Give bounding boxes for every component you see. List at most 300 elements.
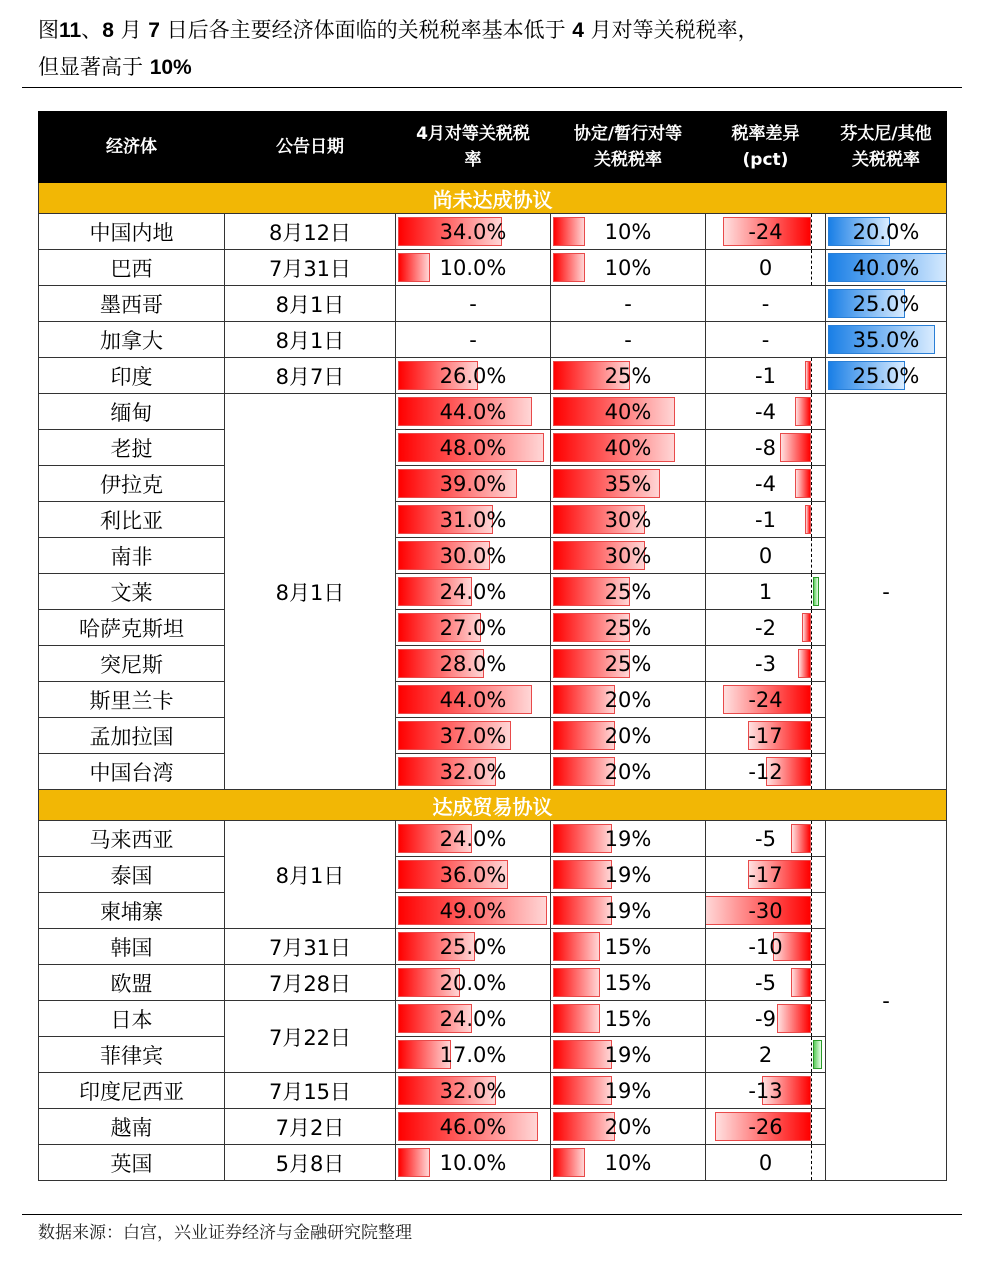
economy-cell: [39, 1145, 225, 1181]
header-cell: [826, 112, 947, 183]
april-rate-cell: [396, 214, 551, 250]
table-row: [39, 286, 947, 322]
deal-rate-cell: [551, 1109, 706, 1145]
april-rate-cell: [396, 394, 551, 430]
diff-axis: [811, 214, 812, 249]
diff-cell-text: -17: [748, 862, 783, 887]
april-rate-cell-text: 30.0%: [439, 543, 507, 568]
economy-cell: [39, 286, 225, 322]
header-line: 关税税率: [852, 150, 920, 170]
date-cell: [225, 1073, 396, 1109]
april-rate-cell: [396, 893, 551, 929]
diff-cell-text: -: [761, 327, 770, 352]
diff-cell-text: -24: [748, 687, 783, 712]
date-cell-text: 8月1日: [275, 328, 345, 353]
other-rate-cell: [826, 394, 947, 790]
diff-axis: [811, 682, 812, 717]
header-line: 关税税率: [594, 150, 662, 170]
economy-cell-text: 加拿大: [100, 328, 163, 353]
diff-cell-text: 2: [758, 1042, 773, 1067]
diff-cell-text: -: [761, 291, 770, 316]
table-row: [39, 1109, 947, 1145]
diff-axis: [811, 466, 812, 501]
date-cell: [225, 1109, 396, 1145]
deal-rate-cell-text: 25%: [604, 615, 652, 640]
april-rate-cell-text: 24.0%: [439, 1006, 507, 1031]
diff-cell-text: 0: [758, 1150, 773, 1175]
diff-cell-text: -12: [748, 759, 783, 784]
deal-rate-cell-bar: [553, 1076, 612, 1105]
date-cell-text: 7月31日: [268, 256, 352, 281]
economy-cell-text: 英国: [110, 1151, 153, 1176]
table-row: [39, 502, 947, 538]
april-rate-cell: [396, 574, 551, 610]
deal-rate-cell-text: 10%: [604, 219, 652, 244]
economy-cell-text: 越南: [110, 1115, 153, 1140]
deal-rate-cell-text: -: [624, 291, 632, 316]
deal-rate-cell: [551, 1073, 706, 1109]
april-rate-cell-text: 10.0%: [439, 1150, 507, 1175]
date-cell: [225, 821, 396, 929]
diff-axis: [811, 502, 812, 537]
april-rate-cell: [396, 250, 551, 286]
table-row: [39, 610, 947, 646]
other-rate-cell-text: 35.0%: [852, 327, 920, 352]
diff-axis: [811, 965, 812, 1000]
diff-cell: [706, 610, 826, 646]
table-row: [39, 1145, 947, 1181]
header-cell: [396, 112, 551, 183]
economy-cell: [39, 250, 225, 286]
table-row: [39, 929, 947, 965]
economy-cell-text: 伊拉克: [100, 472, 163, 497]
deal-rate-cell-text: 10%: [604, 1150, 652, 1175]
april-rate-cell: [396, 1037, 551, 1073]
april-rate-cell: [396, 1001, 551, 1037]
april-rate-cell: [396, 821, 551, 857]
table-row: [39, 682, 947, 718]
date-cell: [225, 929, 396, 965]
april-rate-cell-text: 27.0%: [439, 615, 507, 640]
deal-rate-cell-bar: [553, 896, 612, 925]
deal-rate-cell: [551, 929, 706, 965]
table-row: [39, 466, 947, 502]
april-rate-cell-text: 32.0%: [439, 759, 507, 784]
table-row: [39, 821, 947, 857]
other-rate-cell-text: -: [882, 579, 890, 604]
diff-bar-positive: [813, 577, 819, 606]
header-cell: [551, 112, 706, 183]
date-cell: [225, 286, 396, 322]
economy-cell-text: 菲律宾: [100, 1043, 163, 1068]
table-row: [39, 430, 947, 466]
diff-cell: [706, 929, 826, 965]
date-cell: [225, 965, 396, 1001]
april-rate-cell: [396, 322, 551, 358]
april-rate-cell: [396, 1109, 551, 1145]
title-line-1: 图11、8 月 7 日后各主要经济体面临的关税税率基本低于 4 月对等关税税率，: [38, 18, 759, 42]
other-rate-cell-text: 25.0%: [852, 363, 920, 388]
diff-cell-text: -30: [748, 898, 783, 923]
table-row: [39, 394, 947, 430]
diff-cell-text: -10: [748, 934, 783, 959]
deal-rate-cell-bar: [553, 217, 585, 246]
diff-bar-negative: [802, 613, 811, 642]
top-rule: [22, 87, 962, 88]
april-rate-cell: [396, 1145, 551, 1181]
deal-rate-cell-text: 15%: [604, 934, 652, 959]
deal-rate-cell-bar: [553, 1004, 600, 1033]
date-cell: [225, 394, 396, 790]
economy-cell: [39, 754, 225, 790]
diff-cell: [706, 466, 826, 502]
economy-cell: [39, 1109, 225, 1145]
april-rate-cell-text: 28.0%: [439, 651, 507, 676]
economy-cell: [39, 394, 225, 430]
diff-axis: [811, 821, 812, 856]
economy-cell: [39, 857, 225, 893]
diff-axis: [811, 929, 812, 964]
deal-rate-cell: [551, 1001, 706, 1037]
deal-rate-cell: [551, 1145, 706, 1181]
diff-cell: [706, 574, 826, 610]
date-cell-text: 8月7日: [275, 364, 345, 389]
economy-cell: [39, 965, 225, 1001]
date-cell-text: 7月2日: [275, 1115, 345, 1140]
diff-axis: [811, 754, 812, 789]
table-row: [39, 965, 947, 1001]
section-label: 尚未达成协议: [39, 183, 947, 214]
header-line: (pct): [742, 150, 789, 170]
diff-cell-text: -26: [748, 1114, 783, 1139]
deal-rate-cell-text: 20%: [604, 723, 652, 748]
diff-cell-text: -17: [748, 723, 783, 748]
diff-cell: [706, 430, 826, 466]
deal-rate-cell-text: 15%: [604, 1006, 652, 1031]
date-cell: [225, 1145, 396, 1181]
deal-rate-cell: [551, 430, 706, 466]
deal-rate-cell-text: -: [624, 327, 632, 352]
deal-rate-cell: [551, 682, 706, 718]
source-note: 数据来源：白宫，兴业证券经济与金融研究院整理: [38, 1223, 412, 1243]
april-rate-cell-text: -: [469, 291, 477, 316]
april-rate-cell: [396, 430, 551, 466]
table-row: [39, 1037, 947, 1073]
economy-cell-text: 南非: [110, 544, 153, 569]
deal-rate-cell: [551, 857, 706, 893]
date-cell: [225, 358, 396, 394]
economy-cell: [39, 1073, 225, 1109]
date-cell-text: 8月1日: [275, 292, 345, 317]
date-cell-text: 8月1日: [275, 863, 345, 888]
header-line: 率: [464, 150, 482, 170]
deal-rate-cell-text: 25%: [604, 363, 652, 388]
economy-cell: [39, 358, 225, 394]
economy-cell-text: 孟加拉国: [89, 724, 174, 749]
deal-rate-cell: [551, 394, 706, 430]
deal-rate-cell: [551, 214, 706, 250]
table-row: [39, 1073, 947, 1109]
deal-rate-cell-text: 15%: [604, 970, 652, 995]
deal-rate-cell-text: 25%: [604, 579, 652, 604]
date-cell: [225, 250, 396, 286]
diff-cell-text: -1: [755, 507, 776, 532]
deal-rate-cell: [551, 821, 706, 857]
april-rate-cell-text: 44.0%: [439, 399, 507, 424]
other-rate-cell: [826, 250, 947, 286]
april-rate-cell-text: 32.0%: [439, 1078, 507, 1103]
diff-axis: [811, 893, 812, 928]
economy-cell: [39, 646, 225, 682]
date-cell-text: 8月12日: [268, 220, 352, 245]
deal-rate-cell-bar: [553, 824, 612, 853]
section-label: 达成贸易协议: [39, 790, 947, 821]
deal-rate-cell: [551, 358, 706, 394]
table-row: [39, 857, 947, 893]
other-rate-cell: [826, 322, 947, 358]
header-line: 芬太尼/其他: [840, 124, 932, 144]
diff-axis: [811, 430, 812, 465]
deal-rate-cell-text: 19%: [604, 898, 652, 923]
header-cell: [39, 112, 225, 183]
diff-bar-positive: [813, 1040, 822, 1069]
april-rate-cell-text: -: [469, 327, 477, 352]
diff-cell: [706, 214, 826, 250]
table-row: [39, 718, 947, 754]
diff-bar-negative: [791, 968, 811, 997]
deal-rate-cell-text: 10%: [604, 255, 652, 280]
economy-cell: [39, 538, 225, 574]
economy-cell-text: 哈萨克斯坦: [79, 616, 184, 641]
deal-rate-cell: [551, 538, 706, 574]
diff-bar-negative: [795, 397, 811, 426]
header-line: 4月对等关税税: [416, 124, 530, 144]
diff-bar-negative: [795, 469, 811, 498]
april-rate-cell-text: 46.0%: [439, 1114, 507, 1139]
table-row: [39, 322, 947, 358]
economy-cell-text: 墨西哥: [100, 292, 163, 317]
april-rate-cell-text: 24.0%: [439, 826, 507, 851]
economy-cell: [39, 430, 225, 466]
april-rate-cell: [396, 929, 551, 965]
economy-cell: [39, 1037, 225, 1073]
deal-rate-cell-bar: [553, 932, 600, 961]
deal-rate-cell: [551, 610, 706, 646]
diff-axis: [811, 1001, 812, 1036]
diff-cell-text: -5: [755, 826, 776, 851]
table-row: [39, 1001, 947, 1037]
date-cell: [225, 322, 396, 358]
table-row: [39, 646, 947, 682]
april-rate-cell-text: 48.0%: [439, 435, 507, 460]
economy-cell-text: 巴西: [110, 256, 153, 281]
tariff-table-wrapper: [38, 111, 946, 1193]
april-rate-cell-text: 24.0%: [439, 579, 507, 604]
deal-rate-cell: [551, 250, 706, 286]
header-cell: [706, 112, 826, 183]
date-cell-text: 5月8日: [275, 1151, 345, 1176]
economy-cell: [39, 610, 225, 646]
figure-title: [38, 12, 958, 86]
other-rate-cell: [826, 358, 947, 394]
diff-axis: [811, 574, 812, 609]
section-row: [39, 183, 947, 214]
diff-cell: [706, 502, 826, 538]
date-cell-text: 7月22日: [268, 1025, 352, 1050]
economy-cell-text: 中国台湾: [89, 760, 174, 785]
diff-axis: [811, 1109, 812, 1144]
april-rate-cell-bar: [398, 253, 430, 282]
title-line-2: 但显著高于 10%: [38, 55, 192, 79]
table-row: [39, 893, 947, 929]
deal-rate-cell-bar: [553, 860, 612, 889]
april-rate-cell: [396, 857, 551, 893]
diff-axis: [811, 857, 812, 892]
diff-cell: [706, 965, 826, 1001]
deal-rate-cell-text: 30%: [604, 543, 652, 568]
diff-cell: [706, 1001, 826, 1037]
economy-cell-text: 柬埔寨: [100, 899, 163, 924]
economy-cell-text: 文莱: [110, 580, 153, 605]
diff-cell-text: -1: [755, 363, 776, 388]
diff-cell-text: 0: [758, 543, 773, 568]
deal-rate-cell-text: 19%: [604, 862, 652, 887]
deal-rate-cell: [551, 718, 706, 754]
deal-rate-cell: [551, 1037, 706, 1073]
april-rate-cell: [396, 754, 551, 790]
april-rate-cell-text: 26.0%: [439, 363, 507, 388]
april-rate-cell: [396, 358, 551, 394]
other-rate-cell-text: 40.0%: [852, 255, 920, 280]
deal-rate-cell-text: 30%: [604, 507, 652, 532]
other-rate-cell: [826, 286, 947, 322]
deal-rate-cell-text: 20%: [604, 687, 652, 712]
diff-axis: [811, 1073, 812, 1108]
economy-cell: [39, 574, 225, 610]
diff-bar-negative: [791, 824, 811, 853]
diff-cell: [706, 250, 826, 286]
deal-rate-cell: [551, 893, 706, 929]
april-rate-cell: [396, 718, 551, 754]
diff-cell: [706, 754, 826, 790]
diff-cell: [706, 358, 826, 394]
bottom-rule: [22, 1214, 962, 1215]
economy-cell-text: 中国内地: [89, 220, 174, 245]
diff-bar-negative: [777, 1004, 811, 1033]
deal-rate-cell: [551, 502, 706, 538]
deal-rate-cell: [551, 322, 706, 358]
diff-axis: [811, 646, 812, 681]
diff-cell: [706, 718, 826, 754]
april-rate-cell-text: 25.0%: [439, 934, 507, 959]
april-rate-cell: [396, 286, 551, 322]
other-rate-cell-text: 20.0%: [852, 219, 920, 244]
economy-cell-text: 斯里兰卡: [89, 688, 174, 713]
april-rate-cell-text: 20.0%: [439, 970, 507, 995]
deal-rate-cell-text: 19%: [604, 1042, 652, 1067]
header-cell: [225, 112, 396, 183]
april-rate-cell: [396, 610, 551, 646]
diff-axis: [811, 718, 812, 753]
deal-rate-cell-text: 20%: [604, 1114, 652, 1139]
diff-axis: [811, 1145, 812, 1180]
date-cell-text: 7月15日: [268, 1079, 352, 1104]
economy-cell-text: 泰国: [110, 863, 153, 888]
header-line: 经济体: [106, 137, 157, 157]
deal-rate-cell: [551, 286, 706, 322]
deal-rate-cell-text: 35%: [604, 471, 652, 496]
economy-cell: [39, 322, 225, 358]
diff-cell: [706, 394, 826, 430]
table-row: [39, 250, 947, 286]
date-cell: [225, 214, 396, 250]
diff-cell-text: -13: [748, 1078, 783, 1103]
economy-cell: [39, 466, 225, 502]
other-rate-cell-text: -: [882, 988, 890, 1013]
diff-cell: [706, 538, 826, 574]
april-rate-cell: [396, 538, 551, 574]
table-body: [39, 183, 947, 1181]
deal-rate-cell-text: 25%: [604, 651, 652, 676]
april-rate-cell-text: 17.0%: [439, 1042, 507, 1067]
deal-rate-cell: [551, 466, 706, 502]
economy-cell: [39, 929, 225, 965]
economy-cell-text: 老挝: [110, 436, 153, 461]
april-rate-cell-bar: [398, 1148, 430, 1177]
economy-cell: [39, 821, 225, 857]
deal-rate-cell-text: 40%: [604, 399, 652, 424]
diff-axis: [811, 250, 812, 285]
april-rate-cell: [396, 682, 551, 718]
april-rate-cell-text: 36.0%: [439, 862, 507, 887]
deal-rate-cell-text: 19%: [604, 1078, 652, 1103]
economy-cell: [39, 502, 225, 538]
deal-rate-cell-bar: [553, 968, 600, 997]
diff-cell: [706, 893, 826, 929]
deal-rate-cell: [551, 574, 706, 610]
date-cell-text: 7月31日: [268, 935, 352, 960]
diff-cell: [706, 682, 826, 718]
diff-cell: [706, 322, 826, 358]
date-cell: [225, 1001, 396, 1073]
diff-cell-text: -9: [755, 1006, 776, 1031]
diff-axis: [811, 358, 812, 393]
other-rate-cell: [826, 214, 947, 250]
diff-cell: [706, 1145, 826, 1181]
april-rate-cell-text: 44.0%: [439, 687, 507, 712]
economy-cell: [39, 682, 225, 718]
economy-cell-text: 韩国: [110, 935, 153, 960]
deal-rate-cell-text: 20%: [604, 759, 652, 784]
header-line: 税率差异: [731, 124, 800, 144]
tariff-table: [38, 111, 947, 1181]
header-row: [39, 112, 947, 183]
diff-cell: [706, 646, 826, 682]
diff-cell: [706, 857, 826, 893]
diff-cell: [706, 1109, 826, 1145]
economy-cell-text: 欧盟: [110, 971, 153, 996]
economy-cell: [39, 718, 225, 754]
april-rate-cell: [396, 502, 551, 538]
diff-bar-negative: [780, 433, 811, 462]
april-rate-cell: [396, 1073, 551, 1109]
economy-cell: [39, 1001, 225, 1037]
diff-cell: [706, 1073, 826, 1109]
other-rate-cell: [826, 821, 947, 1181]
date-cell-text: 8月1日: [275, 580, 345, 605]
diff-cell-text: -5: [755, 970, 776, 995]
economy-cell: [39, 893, 225, 929]
